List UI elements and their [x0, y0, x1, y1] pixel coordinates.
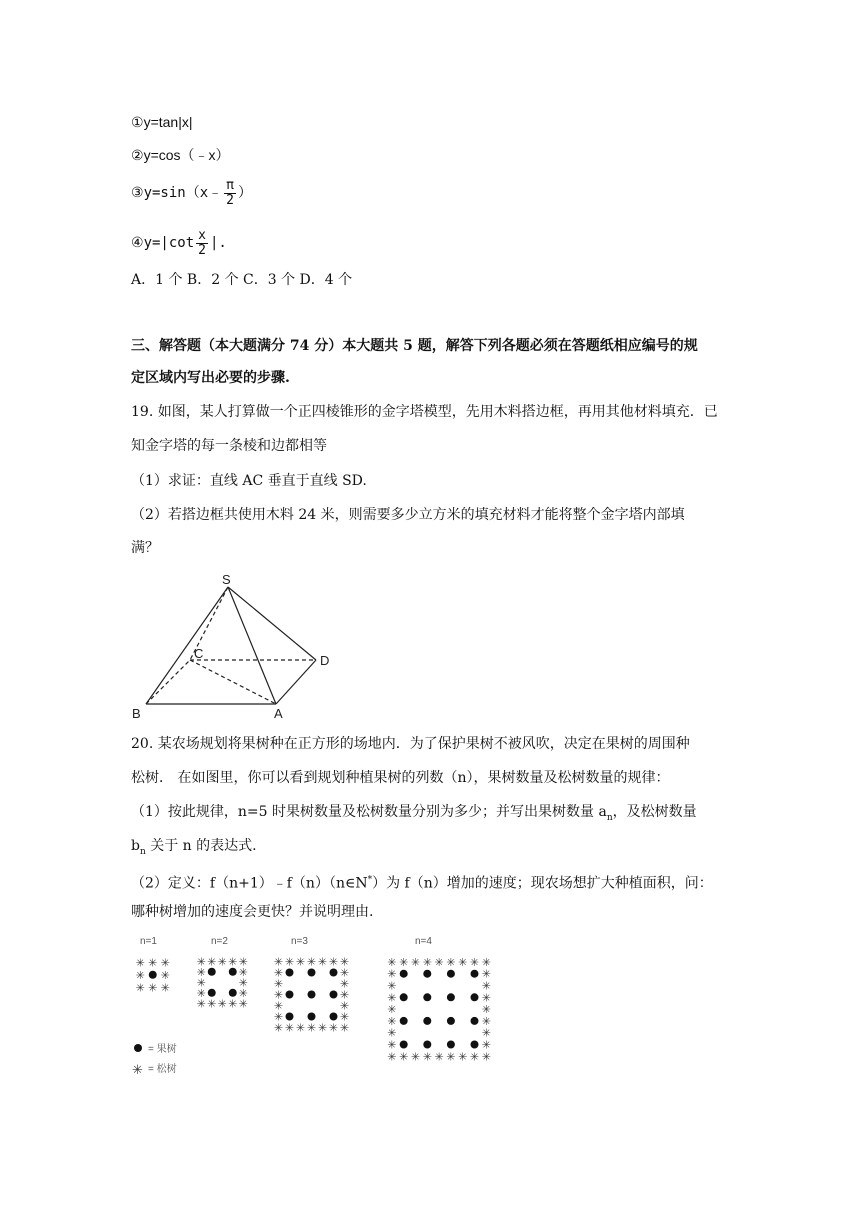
q20-part2-line2: 哪种树增加的速度会更快？并说明理由.	[131, 904, 374, 920]
fruit-tree-mark	[471, 970, 479, 978]
pine-tree-mark: ✳	[339, 978, 350, 991]
option-3-frac-num: π	[226, 177, 234, 193]
pine-tree-mark: ✳	[339, 1011, 350, 1024]
q20-part1-text-end: ，及松树数量	[612, 804, 697, 820]
pine-tree-mark: ✳	[481, 980, 491, 993]
fruit-tree-mark	[208, 968, 216, 976]
fruit-tree-mark	[330, 991, 338, 999]
pine-tree-mark: ✳	[399, 1051, 409, 1064]
option-2-text: y=cos（﹣x）	[143, 147, 230, 163]
option-3-fraction	[224, 179, 236, 208]
edge-SD	[228, 587, 316, 660]
q20-part2-line1	[131, 870, 713, 894]
fruit-tree-mark	[423, 970, 431, 978]
option-2-mark: ②	[131, 147, 144, 163]
q19-part2-line1: （2）若搭边框共使用木料 24 米，则需要多少立方米的填充材料才能将整个金字塔内部填	[131, 507, 685, 523]
pine-tree-mark: ✳	[207, 956, 217, 969]
pine-tree-mark: ✳	[238, 966, 248, 979]
edge-SB	[146, 587, 228, 704]
option-1-mark: ①	[131, 114, 144, 130]
pine-tree-mark: ✳	[273, 978, 284, 991]
pine-tree-mark: ✳	[339, 956, 350, 969]
q20-part1-line2-end: 关于 n 的表达式.	[145, 838, 257, 854]
panel-label-n4: n=4	[415, 936, 432, 947]
panel-label-n1: n=1	[140, 936, 157, 947]
pine-tree-mark: ✳	[135, 982, 145, 995]
pine-tree-mark: ✳	[387, 1027, 397, 1040]
q20-line2: 松树． 在如图里，你可以看到规划种植果树的列数（n），果树数量及松树数量的规律：	[131, 770, 670, 786]
pine-tree-mark: ✳	[469, 956, 480, 969]
pine-tree-mark: ✳	[387, 968, 397, 981]
option-3-mark: ③	[131, 185, 144, 201]
pine-tree-mark: ✳	[481, 1015, 491, 1028]
legend-pine-label: = 松树	[148, 1064, 177, 1075]
q19-line1: 19. 如图，某人打算做一个正四棱锥形的金字塔模型，先用木料搭边框，再用其他材料填充．已	[131, 404, 718, 420]
pine-tree-mark: ✳	[481, 956, 491, 969]
edge-AD	[276, 660, 316, 704]
fruit-tree-mark	[400, 1041, 408, 1049]
pine-tree-mark: ✳	[273, 1000, 284, 1013]
pine-tree-mark: ✳	[387, 1004, 397, 1017]
pine-tree-mark: ✳	[339, 1022, 350, 1035]
q19-part2-line2: 满？	[131, 540, 159, 556]
option-4-prefix: y=|cot	[143, 235, 195, 251]
pine-tree-mark: ✳	[284, 1022, 295, 1035]
pine-tree-mark: ✳	[196, 998, 206, 1011]
fruit-tree-mark	[423, 1041, 431, 1049]
pine-tree-mark: ✳	[387, 1039, 397, 1052]
q20-part1-text: （1）按此规律，n=5 时果树数量及松树数量分别为多少；并写出果树数量 a	[131, 804, 607, 820]
edge-CA	[190, 660, 276, 704]
pine-tree-mark: ✳	[481, 992, 491, 1005]
fruit-tree-mark	[308, 969, 316, 977]
pine-tree-mark: ✳	[295, 956, 306, 969]
pine-tree-mark: ✳	[306, 956, 317, 969]
pine-tree-mark: ✳	[328, 956, 339, 969]
fruit-tree-mark	[471, 993, 479, 1001]
vertex-label-B: B	[132, 706, 141, 721]
pine-tree-mark: ✳	[273, 1022, 284, 1035]
vertex-label-C: C	[194, 646, 204, 661]
pine-tree-mark: ✳	[434, 956, 444, 969]
pine-tree-mark: ✳	[481, 1039, 491, 1052]
answer-choices: A．1 个 B．2 个 C．3 个 D．4 个	[131, 272, 353, 288]
section-heading-line1: 三、解答题（本大题满分 74 分）本大题共 5 题，解答下列各题必须在答题纸相应编号的规	[131, 338, 698, 354]
pine-tree-mark: ✳	[434, 1051, 444, 1064]
pine-tree-mark: ✳	[160, 969, 170, 982]
q19-line2: 知金字塔的每一条棱和边都相等	[131, 438, 327, 454]
q20-part1-line1	[131, 802, 697, 828]
legend-pine-star: ✳	[132, 1062, 143, 1077]
pine-tree-mark: ✳	[273, 967, 284, 980]
pine-tree-mark: ✳	[339, 1000, 350, 1013]
option-4-suffix: |.	[209, 235, 227, 251]
option-4-frac-den: 2	[198, 242, 206, 258]
q20-part2-end: ）为 f（n）增加的速度；现农场想扩大种植面积，问：	[372, 875, 713, 892]
option-1-text: y=tan|x|	[143, 114, 193, 130]
pine-tree-mark: ✳	[458, 1051, 468, 1064]
panel-label-n2: n=2	[211, 936, 228, 947]
pine-tree-mark: ✳	[481, 1004, 491, 1017]
fruit-tree-mark	[400, 993, 408, 1001]
vertex-label-A: A	[274, 706, 283, 721]
pine-tree-mark: ✳	[481, 1051, 491, 1064]
pine-tree-mark: ✳	[238, 987, 248, 1000]
pine-tree-mark: ✳	[458, 956, 468, 969]
pine-tree-mark: ✳	[328, 1022, 339, 1035]
pine-tree-mark: ✳	[238, 977, 248, 990]
pine-tree-mark: ✳	[196, 987, 206, 1000]
pine-tree-mark: ✳	[135, 957, 145, 970]
pine-tree-mark: ✳	[469, 1051, 480, 1064]
option-4	[131, 226, 227, 260]
fruit-tree-mark	[286, 1013, 294, 1021]
legend-fruit-label: = 果树	[148, 1044, 177, 1055]
option-1	[131, 112, 192, 132]
pine-tree-mark: ✳	[273, 989, 284, 1002]
option-4-fraction	[196, 229, 208, 258]
pine-tree-mark: ✳	[339, 989, 350, 1002]
vertex-label-D: D	[320, 653, 330, 668]
fruit-tree-mark	[471, 1017, 479, 1025]
pine-tree-mark: ✳	[339, 967, 350, 980]
pine-tree-mark: ✳	[148, 982, 158, 995]
q20-b-sub: n	[139, 846, 146, 857]
option-4-mark: ④	[131, 235, 144, 251]
fruit-tree-mark	[447, 993, 455, 1001]
pine-tree-mark: ✳	[387, 956, 397, 969]
pine-tree-mark: ✳	[295, 1022, 306, 1035]
pine-tree-mark: ✳	[228, 956, 238, 969]
fruit-tree-mark	[308, 1013, 316, 1021]
edge-BC	[146, 660, 190, 704]
option-3-frac-den: 2	[226, 192, 234, 208]
pine-tree-mark: ✳	[238, 956, 248, 969]
fruit-tree-mark	[208, 989, 216, 997]
pine-tree-mark: ✳	[217, 998, 227, 1011]
pine-tree-mark: ✳	[228, 998, 238, 1011]
option-4-frac-num: x	[198, 227, 206, 243]
pine-tree-mark: ✳	[446, 956, 456, 969]
pine-tree-mark: ✳	[160, 957, 170, 970]
fruit-tree-mark	[423, 1017, 431, 1025]
q20-a-sub: n	[606, 812, 613, 823]
pine-tree-mark: ✳	[317, 956, 328, 969]
option-3-suffix: ）	[237, 185, 252, 201]
vertex-label-S: S	[222, 572, 231, 587]
option-3-prefix: y=sin（x﹣	[143, 185, 223, 201]
legend-fruit-dot	[134, 1044, 142, 1052]
fruit-tree-mark	[423, 993, 431, 1001]
pine-tree-mark: ✳	[306, 1022, 317, 1035]
fruit-tree-mark	[400, 970, 408, 978]
tree-pattern-figure	[128, 932, 498, 1080]
q19-part1: （1）求证：直线 AC 垂直于直线 SD.	[131, 473, 367, 489]
pine-tree-mark: ✳	[410, 1051, 421, 1064]
pine-tree-mark: ✳	[387, 992, 397, 1005]
q20-part2-sup: *	[367, 875, 373, 885]
q20-line1: 20. 某农场规划将果树种在正方形的场地内．为了保护果树不被风吹，决定在果树的周围种	[131, 736, 690, 752]
fruit-tree-mark	[229, 968, 237, 976]
pine-tree-mark: ✳	[160, 982, 170, 995]
pine-tree-mark: ✳	[207, 998, 217, 1011]
pine-tree-mark: ✳	[273, 1011, 284, 1024]
pine-tree-mark: ✳	[481, 1027, 491, 1040]
pine-tree-mark: ✳	[284, 956, 295, 969]
edge-SA	[228, 587, 276, 704]
fruit-tree-mark	[447, 1041, 455, 1049]
pine-tree-mark: ✳	[135, 969, 145, 982]
pine-tree-mark: ✳	[273, 956, 284, 969]
pine-tree-mark: ✳	[317, 1022, 328, 1035]
panel-label-n3: n=3	[291, 936, 308, 947]
fruit-tree-mark	[471, 1041, 479, 1049]
fruit-tree-mark	[149, 971, 157, 979]
pine-tree-mark: ✳	[238, 998, 248, 1011]
pine-tree-mark: ✳	[196, 956, 206, 969]
pine-tree-mark: ✳	[446, 1051, 456, 1064]
pyramid-figure	[128, 570, 338, 722]
fruit-tree-mark	[308, 991, 316, 999]
q20-part1-line2	[131, 836, 257, 862]
option-3	[131, 176, 252, 210]
q20-part2-pre: （2）定义：f（n+1）﹣f（n）（n∈N	[131, 875, 368, 892]
pine-tree-mark: ✳	[387, 980, 397, 993]
pine-tree-mark: ✳	[387, 1015, 397, 1028]
fruit-tree-mark	[229, 989, 237, 997]
pine-tree-mark: ✳	[196, 966, 206, 979]
fruit-tree-mark	[286, 969, 294, 977]
pine-tree-mark: ✳	[148, 957, 158, 970]
fruit-tree-mark	[400, 1017, 408, 1025]
pine-tree-mark: ✳	[422, 1051, 432, 1064]
fruit-tree-mark	[330, 969, 338, 977]
tree-grids	[136, 956, 491, 1063]
section-heading-line2: 定区域内写出必要的步骤.	[131, 370, 290, 386]
pine-tree-mark: ✳	[410, 956, 421, 969]
pine-tree-mark: ✳	[481, 968, 491, 981]
fruit-tree-mark	[447, 970, 455, 978]
pine-tree-mark: ✳	[387, 1051, 397, 1064]
pine-tree-mark: ✳	[399, 956, 409, 969]
pine-tree-mark: ✳	[217, 956, 227, 969]
fruit-tree-mark	[447, 1017, 455, 1025]
option-2	[131, 145, 230, 165]
q20-b-pre: b	[131, 838, 140, 854]
fruit-tree-mark	[286, 991, 294, 999]
fruit-tree-mark	[330, 1013, 338, 1021]
pine-tree-mark: ✳	[196, 977, 206, 990]
pine-tree-mark: ✳	[422, 956, 432, 969]
